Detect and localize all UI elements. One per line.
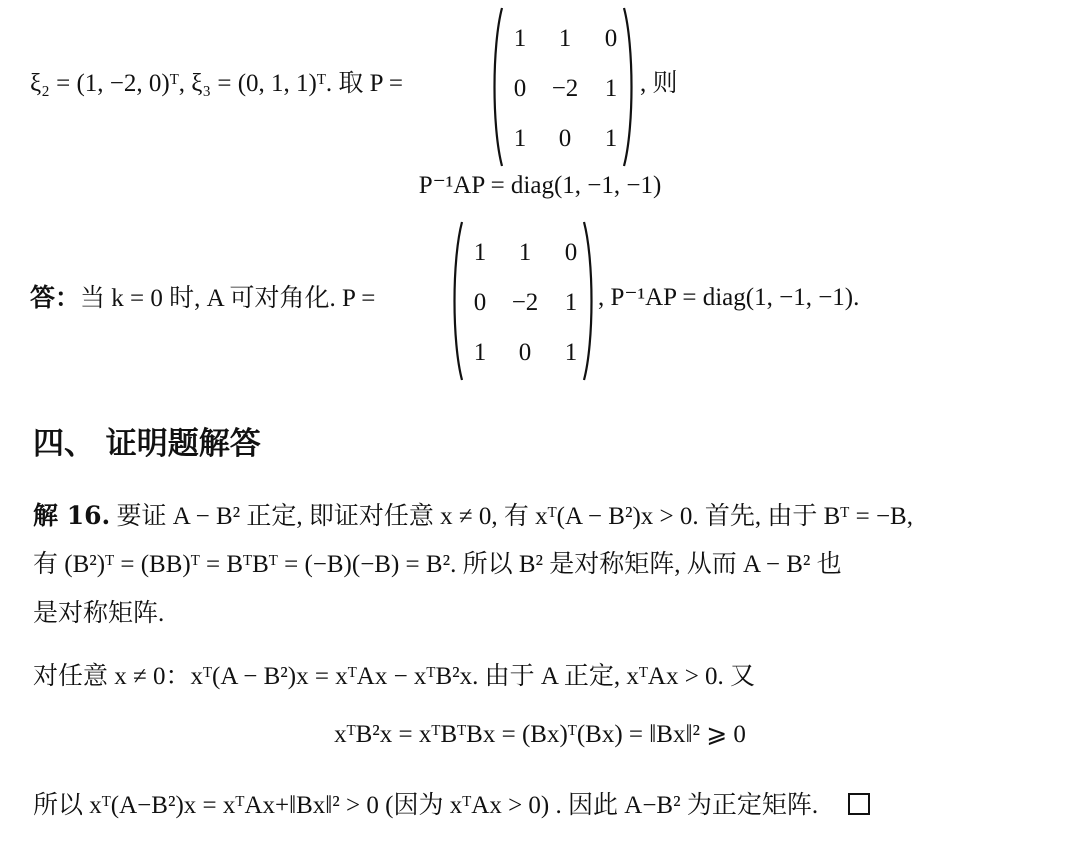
matrix-cell: 1 (558, 25, 572, 52)
matrix-cell: 1 (564, 289, 578, 316)
matrix-p-first (490, 6, 636, 168)
section-title: 四、 证明题解答 (33, 426, 261, 462)
norm-equation: xᵀB²x = xᵀBᵀBx = (Bx)ᵀ(Bx) = ‖Bx‖² ⩾ 0 (334, 721, 746, 748)
conclusion-text: 所以 xᵀ(A−B²)x = xᵀAx+‖Bx‖² > 0 (因为 xᵀAx > 0) . 因此 A−B² 为正定矩阵. (33, 792, 819, 819)
matrix-cell: 1 (604, 125, 618, 152)
proof-label: 解 16. (33, 501, 111, 530)
proof-line-4: 对任意 x ≠ 0：xᵀ(A − B²)x = xᵀAx − xᵀB²x. 由于 A 正定, xᵀAx > 0. 又 (33, 663, 756, 690)
matrix-cell: 1 (513, 125, 527, 152)
answer-diag-text: , P⁻¹AP = diag(1, −1, −1). (598, 284, 860, 311)
matrix-cell: 1 (513, 25, 527, 52)
proof-line-2: 有 (B²)ᵀ = (BB)ᵀ = BᵀBᵀ = (−B)(−B) = B². 所以 B² 是对称矩阵, 从而 A − B² 也 (33, 551, 842, 578)
proof-line-3: 是对称矩阵. (33, 600, 165, 627)
matrix-cell: 1 (604, 75, 618, 102)
right-paren-icon (622, 6, 636, 168)
proof-line-1 (33, 503, 913, 529)
matrix-cell: −2 (551, 75, 579, 102)
matrix-cell: 1 (518, 239, 532, 266)
matrix-p-second (450, 220, 596, 382)
qed-box-icon (848, 793, 870, 815)
answer-label: 答： (30, 283, 81, 312)
matrix-cell: 0 (564, 239, 578, 266)
matrix-cell: 1 (473, 339, 487, 366)
matrix-cell: 1 (473, 239, 487, 266)
then-text: , 则 (640, 70, 678, 97)
xi-definition-text: ξ₂ = (1, −2, 0)ᵀ, ξ₃ = (0, 1, 1)ᵀ. 取 P = (30, 70, 404, 97)
matrix-cell: −2 (511, 289, 539, 316)
proof-text-1: 要证 A − B² 正定, 即证对任意 x ≠ 0, 有 xᵀ(A − B²)x > 0. 首先, 由于 Bᵀ = −B, (110, 503, 913, 530)
matrix-cell: 0 (518, 339, 532, 366)
answer-text (30, 285, 375, 311)
matrix-cell: 0 (558, 125, 572, 152)
matrix-cell: 0 (604, 25, 618, 52)
right-paren-icon (582, 220, 596, 382)
matrix-cell: 0 (513, 75, 527, 102)
matrix-cell: 1 (564, 339, 578, 366)
answer-body: 当 k = 0 时, A 可对角化. P = (80, 285, 376, 312)
proof-conclusion (33, 793, 870, 818)
diag-equation: P⁻¹AP = diag(1, −1, −1) (418, 172, 662, 199)
matrix-cell: 0 (473, 289, 487, 316)
